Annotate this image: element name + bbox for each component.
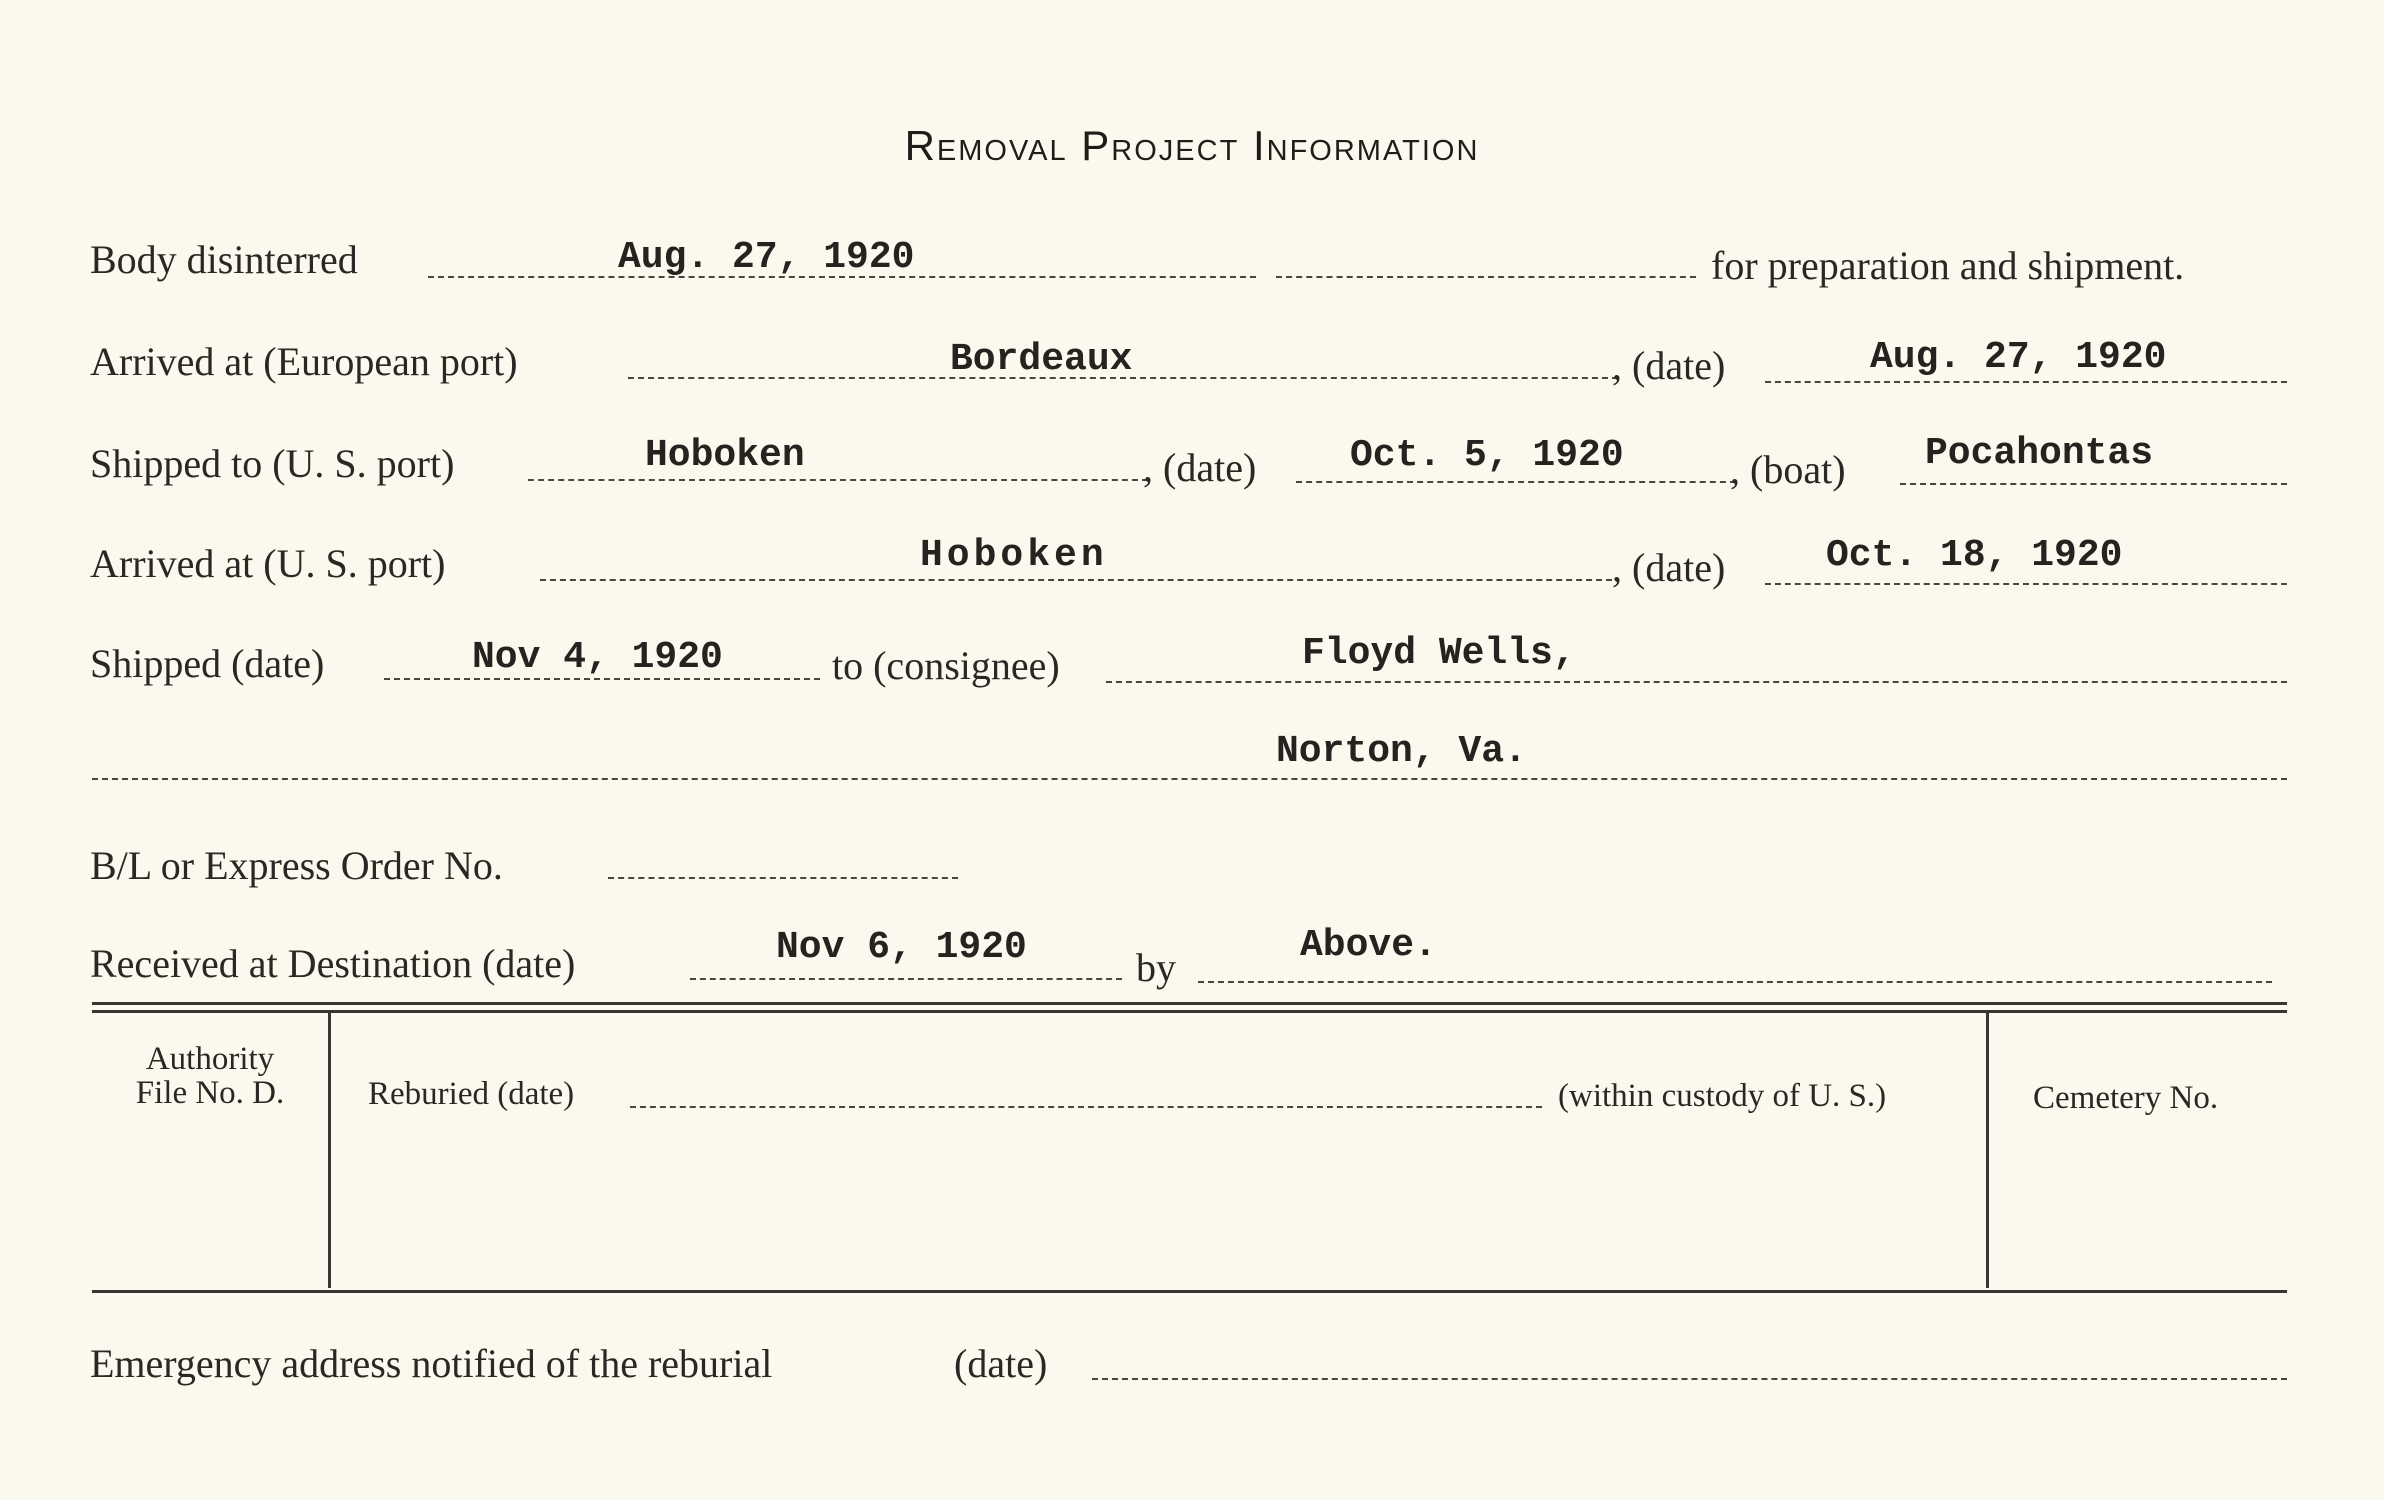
box-divider-right [1986, 1012, 1989, 1288]
authority-label-line2: File No. D. [135, 1075, 285, 1111]
bl-order-line [608, 877, 958, 879]
received-by-label: by [1136, 945, 1176, 990]
rule-top-2 [92, 1010, 2287, 1013]
received-date[interactable]: Nov 6, 1920 [776, 926, 1027, 969]
emergency-date-label: (date) [954, 1341, 1048, 1386]
shipped-us-boat-line [1900, 483, 2287, 485]
arrived-european-date-label: , (date) [1612, 343, 1726, 388]
consignee-name[interactable]: Floyd Wells, [1302, 632, 1576, 675]
consignee-address[interactable]: Norton, Va. [1276, 730, 1527, 773]
received-by-line [1198, 981, 2272, 983]
shipped-date-label: Shipped (date) [90, 641, 325, 686]
rule-bottom [92, 1290, 2287, 1293]
arrived-us-port[interactable]: Hoboken [920, 534, 1108, 577]
shipped-date-value[interactable]: Nov 4, 1920 [472, 636, 723, 679]
card-title: Removal Project Information [904, 122, 1480, 169]
shipped-us-label: Shipped to (U. S. port) [90, 441, 455, 486]
shipped-us-date-line [1296, 481, 1736, 483]
arrived-european-label: Arrived at (European port) [90, 339, 518, 384]
custody-label: (within custody of U. S.) [1558, 1078, 1887, 1114]
received-label: Received at Destination (date) [90, 941, 576, 986]
arrived-european-date[interactable]: Aug. 27, 1920 [1870, 336, 2167, 379]
arrived-european-date-line [1765, 381, 2287, 383]
shipped-us-port[interactable]: Hoboken [645, 434, 805, 477]
arrived-us-date-line [1765, 583, 2287, 585]
emergency-label: Emergency address notified of the reburial [90, 1341, 773, 1386]
shipped-us-date-label: , (date) [1143, 445, 1257, 490]
arrived-us-label: Arrived at (U. S. port) [90, 541, 446, 586]
shipped-us-date[interactable]: Oct. 5, 1920 [1350, 434, 1624, 477]
arrived-us-date-label: , (date) [1612, 545, 1726, 590]
shipped-us-boat[interactable]: Pocahontas [1925, 432, 2154, 475]
emergency-date-line [1092, 1378, 2287, 1380]
reburied-line [630, 1106, 1542, 1108]
arrived-us-line [540, 579, 1612, 581]
shipped-us-boat-label: , (boat) [1730, 447, 1846, 492]
preparation-suffix: for preparation and shipment. [1711, 243, 2185, 288]
rule-top-1 [92, 1002, 2287, 1005]
authority-label [92, 1042, 328, 1110]
reburied-label: Reburied (date) [368, 1076, 575, 1112]
consignee-address-line [92, 778, 2287, 780]
body-disinterred-line-2 [1276, 276, 1696, 278]
consignee-label: to (consignee) [832, 643, 1060, 688]
arrived-us-date[interactable]: Oct. 18, 1920 [1826, 534, 2123, 577]
box-divider-left [328, 1012, 331, 1288]
consignee-line [1106, 681, 2287, 683]
bl-order-label: B/L or Express Order No. [90, 843, 503, 888]
authority-label-line1: Authority [145, 1041, 275, 1077]
body-disinterred-label: Body disinterred [90, 237, 358, 282]
received-by-value[interactable]: Above. [1300, 924, 1437, 967]
body-disinterred-value[interactable]: Aug. 27, 1920 [618, 236, 915, 279]
received-date-line [690, 978, 1122, 980]
cemetery-label: Cemetery No. [2033, 1080, 2219, 1116]
shipped-us-line [528, 479, 1148, 481]
arrived-european-port[interactable]: Bordeaux [950, 338, 1133, 381]
